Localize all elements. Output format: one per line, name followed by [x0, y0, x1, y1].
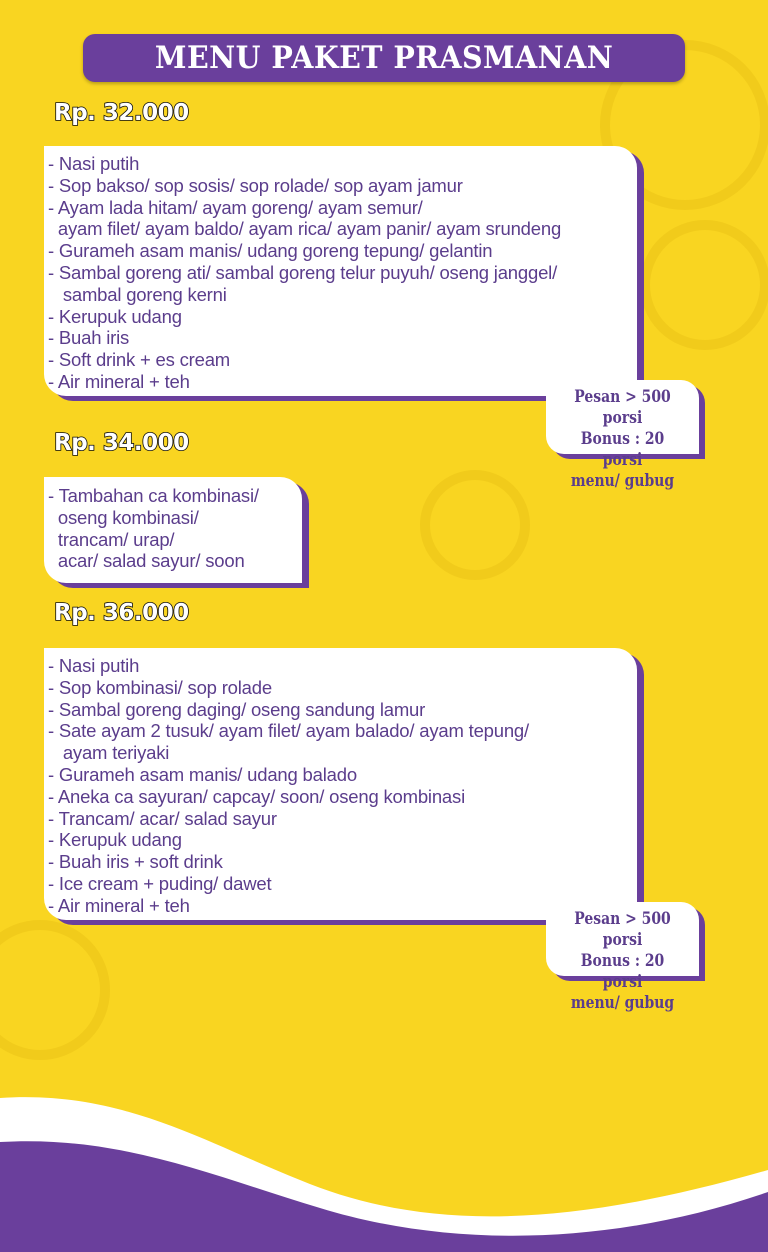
ornament-swirl-icon	[420, 470, 530, 580]
menu-item: - Air mineral + teh	[48, 894, 190, 916]
menu-item: - Aneka ca sayuran/ capcay/ soon/ oseng kombinasi	[48, 785, 465, 807]
menu-list	[48, 485, 302, 572]
ornament-swirl-icon	[0, 920, 110, 1060]
bonus-line: Bonus : 20 porsi	[580, 951, 665, 992]
bonus-badge-package-3	[546, 902, 699, 1013]
menu-item: oseng kombinasi/	[48, 506, 199, 528]
menu-item: - Sambal goreng ati/ sambal goreng telur puyuh/ oseng janggel/	[48, 261, 558, 283]
bonus-line: Pesan > 500 porsi	[574, 909, 671, 950]
menu-item: trancam/ urap/	[48, 528, 175, 550]
menu-item: - Trancam/ acar/ salad sayur	[48, 807, 277, 829]
menu-item: - Ayam lada hitam/ ayam goreng/ ayam semur/	[48, 196, 423, 218]
menu-item: ayam filet/ ayam baldo/ ayam rica/ ayam panir/ ayam srundeng	[48, 218, 562, 240]
price-label-package-3: Rp. 36.000	[54, 600, 189, 626]
bonus-line: menu/ gubug	[570, 471, 675, 491]
menu-item: - Sop bakso/ sop sosis/ sop rolade/ sop ayam jamur	[48, 174, 463, 196]
menu-item: - Buah iris	[48, 327, 130, 349]
menu-item: - Gurameh asam manis/ udang balado	[48, 763, 357, 785]
menu-item: - Soft drink + es cream	[48, 349, 231, 371]
bonus-badge-package-1	[546, 380, 699, 491]
menu-item: - Tambahan ca kombinasi/	[48, 485, 259, 506]
menu-item: - Buah iris + soft drink	[48, 851, 223, 873]
menu-item: - Sop kombinasi/ sop rolade	[48, 676, 272, 698]
menu-box-package-1	[44, 146, 637, 396]
menu-item: - Air mineral + teh	[48, 370, 190, 392]
menu-item: - Kerupuk udang	[48, 829, 182, 851]
price-label-package-2: Rp. 34.000	[54, 430, 189, 456]
menu-list	[48, 153, 637, 393]
menu-item: - Kerupuk udang	[48, 305, 182, 327]
menu-box-package-3	[44, 648, 637, 920]
bonus-line: Pesan > 500 porsi	[574, 387, 671, 428]
menu-item: - Sambal goreng daging/ oseng sandung lamur	[48, 698, 426, 720]
menu-box-package-2	[44, 477, 302, 583]
ornament-swirl-icon	[640, 220, 768, 350]
bonus-line: menu/ gubug	[570, 993, 675, 1013]
menu-item: - Nasi putih	[48, 153, 140, 174]
menu-item: - Sate ayam 2 tusuk/ ayam filet/ ayam balado/ ayam tepung/	[48, 720, 529, 742]
menu-item: ayam teriyaki	[48, 742, 170, 764]
menu-item: - Nasi putih	[48, 655, 140, 676]
menu-item: acar/ salad sayur/ soon	[48, 550, 245, 572]
price-label-package-1: Rp. 32.000	[54, 100, 189, 126]
page-title: MENU PAKET PRASMANAN	[154, 40, 614, 76]
footer-wave-decoration	[0, 1080, 768, 1252]
bonus-line: Bonus : 20 porsi	[580, 429, 665, 470]
menu-item: - Gurameh asam manis/ udang goreng tepung/ gelantin	[48, 240, 493, 262]
menu-item: sambal goreng kerni	[48, 283, 227, 305]
page-title-banner	[83, 34, 685, 82]
menu-list	[48, 655, 637, 917]
menu-item: - Ice cream + puding/ dawet	[48, 872, 272, 894]
